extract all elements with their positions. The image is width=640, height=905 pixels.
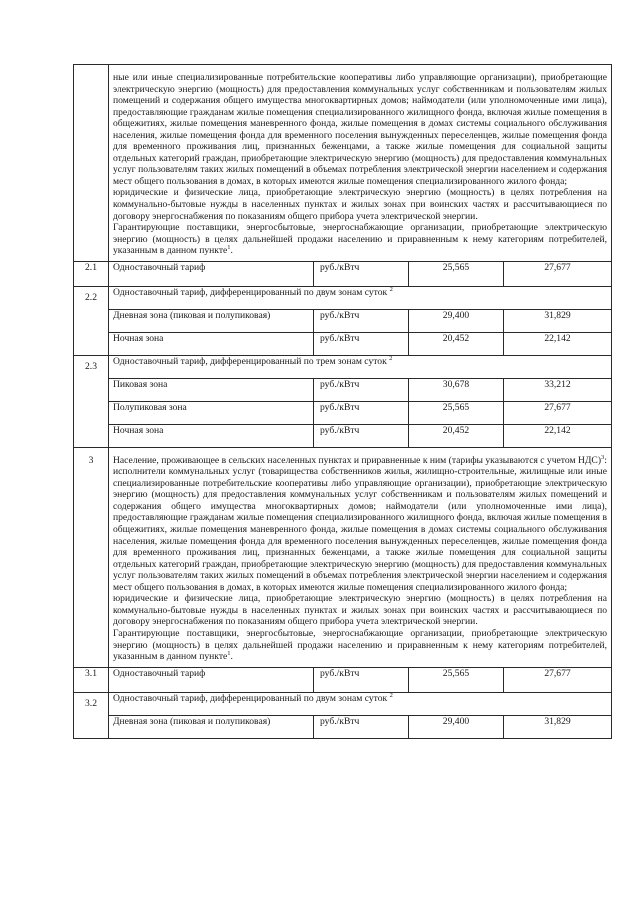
zone-name: Ночная зона xyxy=(109,424,314,447)
paragraph: исполнители коммунальных услуг (товарищества собственников жилья, жилищно-строительные, жилищные или иные специализированные потребительские кооперативы либо управляющие организации), приобретающие электрическую энергию (мощность) для предоставления коммунальных услуг собственникам и пользователям жилых помещений и содержания общего имущества многоквартирных домов; наймодатели (или уполномоченные ими лица), предоставляющие гражданам жилые помещения специализированного жилищного фонда, включая жилые помещения в общежитиях, жилые помещения маневренного фонда, жилые помещения в домах системы социального обслуживания населения, жилые помещения фонда для временного поселения вынужденных переселенцев, жилые помещения фонда для временного проживания лиц, признанных беженцами, а также жилые помещения для социальной защиты отдельных категорий граждан, приобретающие электрическую энергию (мощность) для предоставления коммунальных услуг пользователям таких жилых помещений в объемах потребления электрической энергии населением и содержания мест общего пользования в домах, в которых имеются жилые помещения специализированного жилого фонда; xyxy=(113,466,608,593)
footnote-mark: 2 xyxy=(389,691,393,699)
tariff-value-2: 27,677 xyxy=(504,401,612,424)
tariff-unit: руб./кВтч xyxy=(314,401,409,424)
table-row xyxy=(74,332,612,355)
footnote-mark: 3 xyxy=(601,453,605,461)
row-number: 3 xyxy=(74,447,109,667)
tariff-name: Одноставочный тариф xyxy=(109,667,314,692)
tariff-unit: руб./кВтч xyxy=(314,715,409,738)
tariff-unit: руб./кВтч xyxy=(314,261,409,286)
footnote-mark: 2 xyxy=(389,285,393,293)
table-row xyxy=(74,309,612,332)
section3-description xyxy=(109,447,612,667)
tariff-value-1: 29,400 xyxy=(409,309,504,332)
tariff-value-1: 25,565 xyxy=(409,667,504,692)
row-number: 2.3 xyxy=(74,355,109,447)
paragraph: юридические и физические лица, приобретающие электрическую энергию (мощность) в целях потребления на коммунально-бытовые нужды в населенных пунктах и жилых зонах при воинских частях и рассчитывающиеся по договору энергоснабжения по показаниям общего прибора учета электрической энергии. xyxy=(113,187,608,222)
tariff-group-header: Одноставочный тариф, дифференцированный по двум зонам суток $^2$ xyxy=(109,286,612,309)
row-number-cell xyxy=(74,65,109,262)
tariff-value-1: 20,452 xyxy=(409,332,504,355)
tariff-value-2: 22,142 xyxy=(504,332,612,355)
tariff-value-1: 29,400 xyxy=(409,715,504,738)
zone-name: Дневная зона (пиковая и полупиковая) xyxy=(109,715,314,738)
row-number: 3.2 xyxy=(74,692,109,738)
table-row xyxy=(74,715,612,738)
zone-name: Ночная зона xyxy=(109,332,314,355)
tariff-unit: руб./кВтч xyxy=(314,378,409,401)
table-row xyxy=(74,286,612,309)
zone-name: Пиковая зона xyxy=(109,378,314,401)
tariff-value-2: 27,677 xyxy=(504,261,612,286)
paragraph: Население, проживающее в сельских населенных пунктах и приравненные к ним (тарифы указываются с учетом НДС)$^3$: xyxy=(113,453,607,466)
footnote-mark: 1 xyxy=(227,244,231,252)
footnote-mark: 1 xyxy=(227,649,231,657)
tariff-unit: руб./кВтч xyxy=(314,667,409,692)
tariff-value-2: 33,212 xyxy=(504,378,612,401)
tariff-value-1: 30,678 xyxy=(409,378,504,401)
paragraph: Гарантирующие поставщики, энергосбытовые, энергоснабжающие организации, приобретающие электрическую энергию (мощность) в целях дальнейшей продажи населению и приравненным к нему категориям потребителей, указанным в данном пункте$^1$. xyxy=(113,222,608,257)
tariff-value-2: 31,829 xyxy=(504,309,612,332)
table-row xyxy=(74,378,612,401)
tariff-value-1: 25,565 xyxy=(409,401,504,424)
paragraph: ные или иные специализированные потребительские кооперативы либо управляющие организации), приобретающие электрическую энергию (мощность) для предоставления коммунальных услуг собственникам и пользователям жилых помещений и содержания общего имущества многоквартирных домов; наймодатели (или уполномоченные ими лица), предоставляющие гражданам жилые помещения специализированного жилищного фонда, включая жилые помещения в общежитиях, жилые помещения маневренного фонда, жилые помещения в домах системы социального обслуживания населения, жилые помещения фонда для временного поселения вынужденных переселенцев, жилые помещения фонда для временного проживания лиц, признанных беженцами, а также жилые помещения для социальной защиты отдельных категорий граждан, приобретающие электрическую энергию (мощность) для предоставления коммунальных услуг пользователям таких жилых помещений в объемах потребления электрической энергии населением и содержания мест общего пользования в домах, в которых имеются жилые помещения специализированного жилого фонда; xyxy=(113,72,608,187)
row-number: 2.1 xyxy=(74,261,109,286)
section2-description-row xyxy=(74,65,612,262)
tariff-group-header: Одноставочный тариф, дифференцированный по двум зонам суток $^2$ xyxy=(109,692,612,715)
section2-description xyxy=(109,65,612,262)
tariff-group-header: Одноставочный тариф, дифференцированный по трем зонам суток $^2$ xyxy=(109,355,612,378)
section3-description-row xyxy=(74,447,612,667)
tariff-unit: руб./кВтч xyxy=(314,309,409,332)
zone-name: Полупиковая зона xyxy=(109,401,314,424)
row-number: 2.2 xyxy=(74,286,109,355)
footnote-mark: 2 xyxy=(389,354,393,362)
tariff-value-2: 22,142 xyxy=(504,424,612,447)
tariff-name: Одноставочный тариф xyxy=(109,261,314,286)
tariff-value-2: 31,829 xyxy=(504,715,612,738)
tariff-table xyxy=(73,64,612,739)
row-number: 3.1 xyxy=(74,667,109,692)
zone-name: Дневная зона (пиковая и полупиковая) xyxy=(109,309,314,332)
table-row xyxy=(74,667,612,692)
tariff-unit: руб./кВтч xyxy=(314,424,409,447)
tariff-value-1: 20,452 xyxy=(409,424,504,447)
paragraph: Гарантирующие поставщики, энергосбытовые, энергоснабжающие организации, приобретающие электрическую энергию (мощность) в целях дальнейшей продажи населению и приравненным к нему категориям потребителей, указанным в данном пункте$^1$. xyxy=(113,627,608,663)
tariff-unit: руб./кВтч xyxy=(314,332,409,355)
table-row xyxy=(74,261,612,286)
tariff-value-2: 27,677 xyxy=(504,667,612,692)
table-row xyxy=(74,401,612,424)
table-row xyxy=(74,692,612,715)
tariff-value-1: 25,565 xyxy=(409,261,504,286)
table-row xyxy=(74,355,612,378)
table-row xyxy=(74,424,612,447)
paragraph: юридические и физические лица, приобретающие электрическую энергию (мощность) в целях потребления на коммунально-бытовые нужды в населенных пунктах и жилых зонах при воинских частях и рассчитывающиеся по договору энергоснабжения по показаниям общего прибора учета электрической энергии. xyxy=(113,593,608,628)
